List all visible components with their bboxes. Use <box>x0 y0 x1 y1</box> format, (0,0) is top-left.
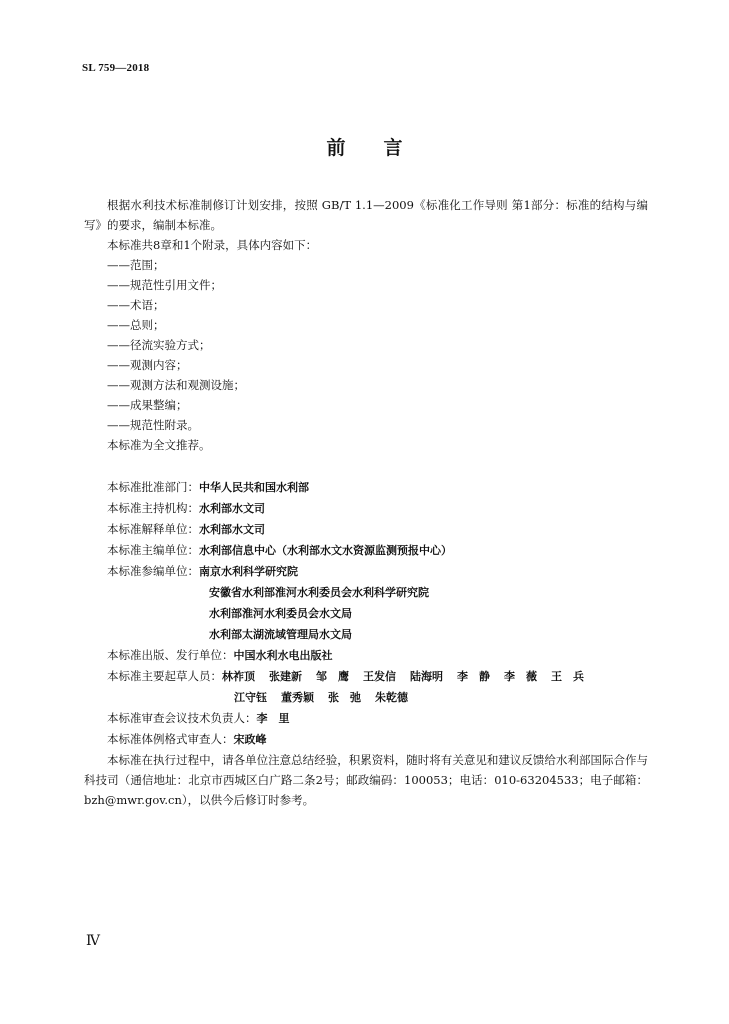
participant-unit: 南京水利科学研究院 <box>199 565 298 578</box>
interpret-value: 水利部水文司 <box>199 523 265 536</box>
interpret-row <box>84 519 648 540</box>
tech-reviewer-value: 李 里 <box>256 712 290 725</box>
drafter-name: 李 薇 <box>504 670 537 683</box>
intro-paragraph: 根据水利技术标准制修订计划安排，按照 GB/T 1.1—2009《标准化工作导则 第1部分：标准的结构与编写》的要求，编制本标准。 <box>84 198 648 232</box>
host-label: 本标准主持机构： <box>107 501 199 515</box>
recommend-statement: 本标准为全文推荐。 <box>107 438 211 452</box>
format-reviewer-row <box>84 729 648 750</box>
contents-item: ——径流实验方式； <box>107 338 211 352</box>
page-title: 前言 <box>326 137 441 159</box>
standard-code: SL 759—2018 <box>82 62 150 74</box>
drafter-name: 王发信 <box>363 670 396 683</box>
contents-intro: 本标准共8章和1个附录，具体内容如下： <box>107 238 318 252</box>
contents-item: ——术语； <box>107 298 165 312</box>
drafter-name: 李 静 <box>457 670 490 683</box>
approve-label: 本标准批准部门： <box>107 480 199 494</box>
drafter-name: 江守钰 <box>234 691 267 704</box>
participants-row <box>84 603 648 624</box>
page-number: Ⅳ <box>86 934 100 949</box>
chief-value: 水利部信息中心（水利部水文水资源监测预报中心） <box>199 544 452 557</box>
drafters-row <box>84 666 648 687</box>
tech-reviewer-label: 本标准审查会议技术负责人： <box>107 711 257 725</box>
host-row <box>84 498 648 519</box>
participants-row <box>84 582 648 603</box>
publisher-row <box>84 645 648 666</box>
drafter-name: 董秀颖 <box>281 691 314 704</box>
drafter-name: 王 兵 <box>551 670 584 683</box>
approve-row <box>84 477 648 498</box>
feedback-paragraph: 本标准在执行过程中，请各单位注意总结经验，积累资料，随时将有关意见和建议反馈给水利部国际合作与科技司（通信地址：北京市西城区白广路二条2号；邮政编码：100053；电话：010-63204533；电子邮箱：bzh@mwr.gov.cn），以供今后修订时参考。 <box>84 753 648 807</box>
contents-item: ——成果整编； <box>107 398 188 412</box>
contents-item: ——总则； <box>107 318 165 332</box>
contents-item: ——观测方法和观测设施； <box>107 378 245 392</box>
drafter-name: 林祚顶 <box>222 670 255 683</box>
approve-value: 中华人民共和国水利部 <box>199 481 309 494</box>
tech-reviewer-row <box>84 708 648 729</box>
publisher-value: 中国水利水电出版社 <box>233 649 333 662</box>
contents-item: ——观测内容； <box>107 358 188 372</box>
contents-item: ——规范性引用文件； <box>107 278 222 292</box>
chief-row <box>84 540 648 561</box>
participant-unit: 水利部淮河水利委员会水文局 <box>209 607 352 620</box>
participant-unit: 安徽省水利部淮河水利委员会水利科学研究院 <box>209 586 429 599</box>
interpret-label: 本标准解释单位： <box>107 522 199 536</box>
format-reviewer-value: 宋政峰 <box>233 733 267 746</box>
drafter-name: 邹 鹰 <box>316 670 349 683</box>
drafter-name: 陆海明 <box>410 670 443 683</box>
participants-label: 本标准参编单位： <box>107 564 199 578</box>
publisher-label: 本标准出版、发行单位： <box>107 648 234 662</box>
drafters-row <box>84 687 648 708</box>
drafter-name: 张建新 <box>269 670 302 683</box>
drafter-name: 张 弛 <box>328 691 361 704</box>
contents-item: ——规范性附录。 <box>107 418 199 432</box>
drafter-name: 朱乾德 <box>375 691 408 704</box>
drafters-label: 本标准主要起草人员： <box>107 669 222 683</box>
chief-label: 本标准主编单位： <box>107 543 199 557</box>
host-value: 水利部水文司 <box>199 502 265 515</box>
participants-row <box>84 561 648 582</box>
document-body <box>84 195 648 810</box>
contents-item: ——范围； <box>107 258 165 272</box>
participant-unit: 水利部太湖流域管理局水文局 <box>209 628 352 641</box>
format-reviewer-label: 本标准体例格式审查人： <box>107 732 234 746</box>
participants-row <box>84 624 648 645</box>
